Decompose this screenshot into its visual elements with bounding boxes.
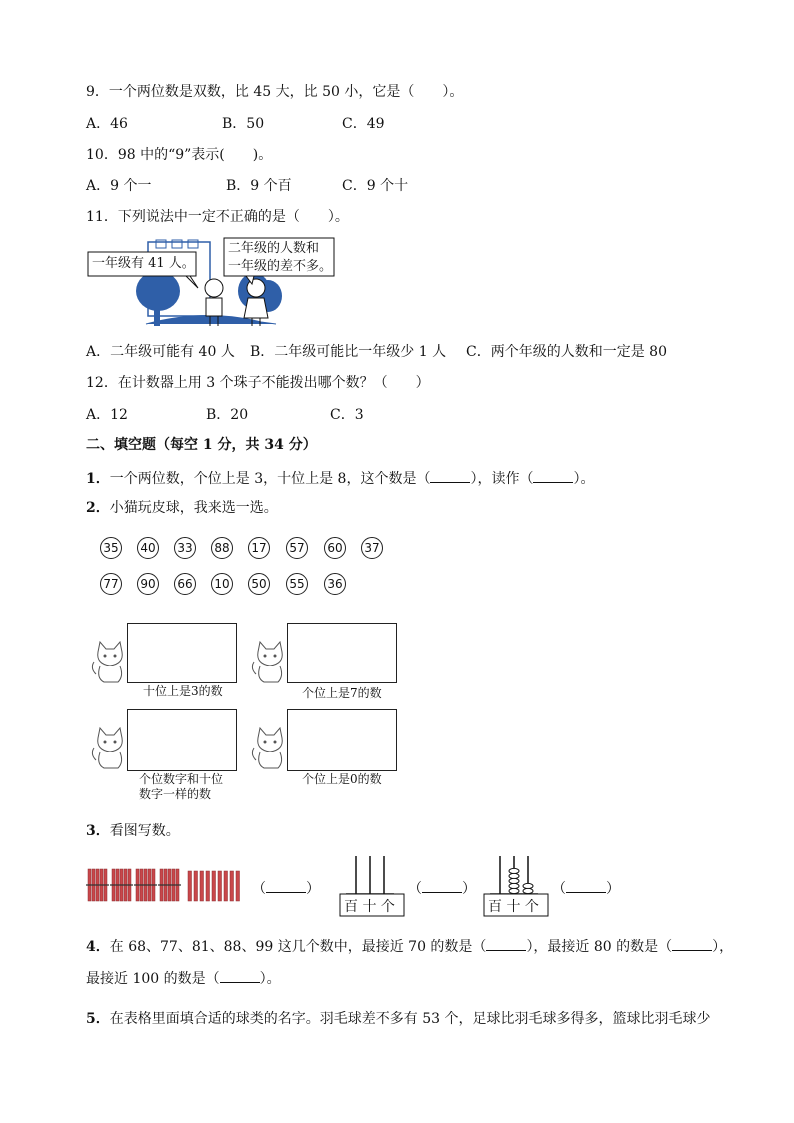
- q12-option-b: B．20: [206, 407, 249, 423]
- fill-q4-blank-3[interactable]: [220, 968, 260, 983]
- fill-q4-blank-1[interactable]: [486, 936, 526, 951]
- q12-option-c: C．3: [330, 407, 364, 423]
- q9-option-c: C．49: [342, 116, 385, 132]
- q3-blank-3[interactable]: [566, 878, 606, 893]
- ball[interactable]: 88: [211, 537, 233, 559]
- q10-text: 10．98 中的“9”表示( )。: [86, 147, 273, 163]
- ball[interactable]: 40: [137, 537, 159, 559]
- cat-icon: [250, 638, 290, 684]
- ball[interactable]: 36: [324, 573, 346, 595]
- ball[interactable]: 17: [248, 537, 270, 559]
- abacus-1-labels: 百 十 个: [344, 899, 395, 915]
- answer-box-ones-0[interactable]: [287, 709, 397, 771]
- ball[interactable]: 35: [100, 537, 122, 559]
- q11-option-a: A．二年级可能有 40 人: [86, 344, 235, 360]
- ball[interactable]: 37: [361, 537, 383, 559]
- fill-q4-blank-2[interactable]: [672, 936, 712, 951]
- fill-q2: 2．小猫玩皮球，我来选一选。: [86, 500, 278, 516]
- q11-text: 11．下列说法中一定不正确的是（ ）。: [86, 209, 349, 225]
- fill-q4-line1: 4．在 68、77、81、88、99 这几个数中，最接近 70 的数是（ ），最接近 80 的数是（ ），: [86, 936, 733, 956]
- q3-blank-2[interactable]: [422, 878, 462, 893]
- q11-bubble-right-line1: 二年级的人数和: [228, 241, 320, 256]
- fill-q1: 1．一个两位数，个位上是 3，十位上是 8，这个数是（ ），读作（ ）。: [86, 468, 594, 488]
- ball[interactable]: 77: [100, 573, 122, 595]
- ball[interactable]: 10: [211, 573, 233, 595]
- q12-option-a: A．12: [86, 407, 128, 423]
- fill-q1-blank-1[interactable]: [430, 468, 470, 483]
- answer-box-tens-3[interactable]: [127, 623, 237, 683]
- cat-icon: [90, 638, 130, 684]
- answer-box-same-digits[interactable]: [127, 709, 237, 771]
- q9-text: 9．一个两位数是双数，比 45 大，比 50 小，它是（ ）。: [86, 84, 464, 100]
- cat-icon: [90, 724, 130, 770]
- q11-bubble-left: 一年级有 41 人。: [92, 256, 195, 271]
- ball[interactable]: 60: [324, 537, 346, 559]
- q3-answer-3: （ ）: [552, 878, 620, 898]
- q3-answer-1: （ ）: [252, 878, 320, 898]
- caption-ones-7: 个位上是7的数: [302, 686, 382, 700]
- ball[interactable]: 55: [286, 573, 308, 595]
- ball[interactable]: 33: [174, 537, 196, 559]
- fill-q3: 3．看图写数。: [86, 823, 180, 839]
- ball[interactable]: 50: [248, 573, 270, 595]
- fill-q5: 5．在表格里面填合适的球类的名字。羽毛球差不多有 53 个，足球比羽毛球多得多，篮球比羽毛球少: [86, 1011, 711, 1027]
- stick-bundles: [86, 865, 246, 905]
- caption-ones-0: 个位上是0的数: [302, 772, 382, 786]
- fill-q1-blank-2[interactable]: [533, 468, 573, 483]
- abacus-2-labels: 百 十 个: [488, 899, 539, 915]
- q9-option-a: A．46: [86, 116, 128, 132]
- q12-text: 12．在计数器上用 3 个珠子不能拨出哪个数？（ ）: [86, 375, 430, 391]
- ball[interactable]: 66: [174, 573, 196, 595]
- answer-box-ones-7[interactable]: [287, 623, 397, 683]
- q10-option-b: B．9 个百: [226, 178, 292, 194]
- ball[interactable]: 57: [286, 537, 308, 559]
- q11-option-c: C．两个年级的人数和一定是 80: [466, 344, 667, 360]
- q3-blank-1[interactable]: [266, 878, 306, 893]
- q11-bubble-right-line2: 一年级的差不多。: [228, 259, 333, 274]
- q11-option-b: B．二年级可能比一年级少 1 人: [250, 344, 447, 360]
- caption-tens-3: 十位上是3的数: [143, 684, 223, 698]
- q10-option-a: A．9 个一: [86, 178, 152, 194]
- fill-q4-line2: 最接近 100 的数是（ ）。: [86, 968, 281, 988]
- section-two-heading: 二、填空题（每空 1 分，共 34 分）: [86, 437, 317, 453]
- caption-same-digits-1: 个位数字和十位: [139, 772, 224, 786]
- q10-option-c: C．9 个十: [342, 178, 409, 194]
- cat-icon: [250, 724, 290, 770]
- caption-same-digits-2: 数字一样的数: [139, 787, 212, 801]
- q9-option-b: B．50: [222, 116, 265, 132]
- q3-answer-2: （ ）: [408, 878, 476, 898]
- ball[interactable]: 90: [137, 573, 159, 595]
